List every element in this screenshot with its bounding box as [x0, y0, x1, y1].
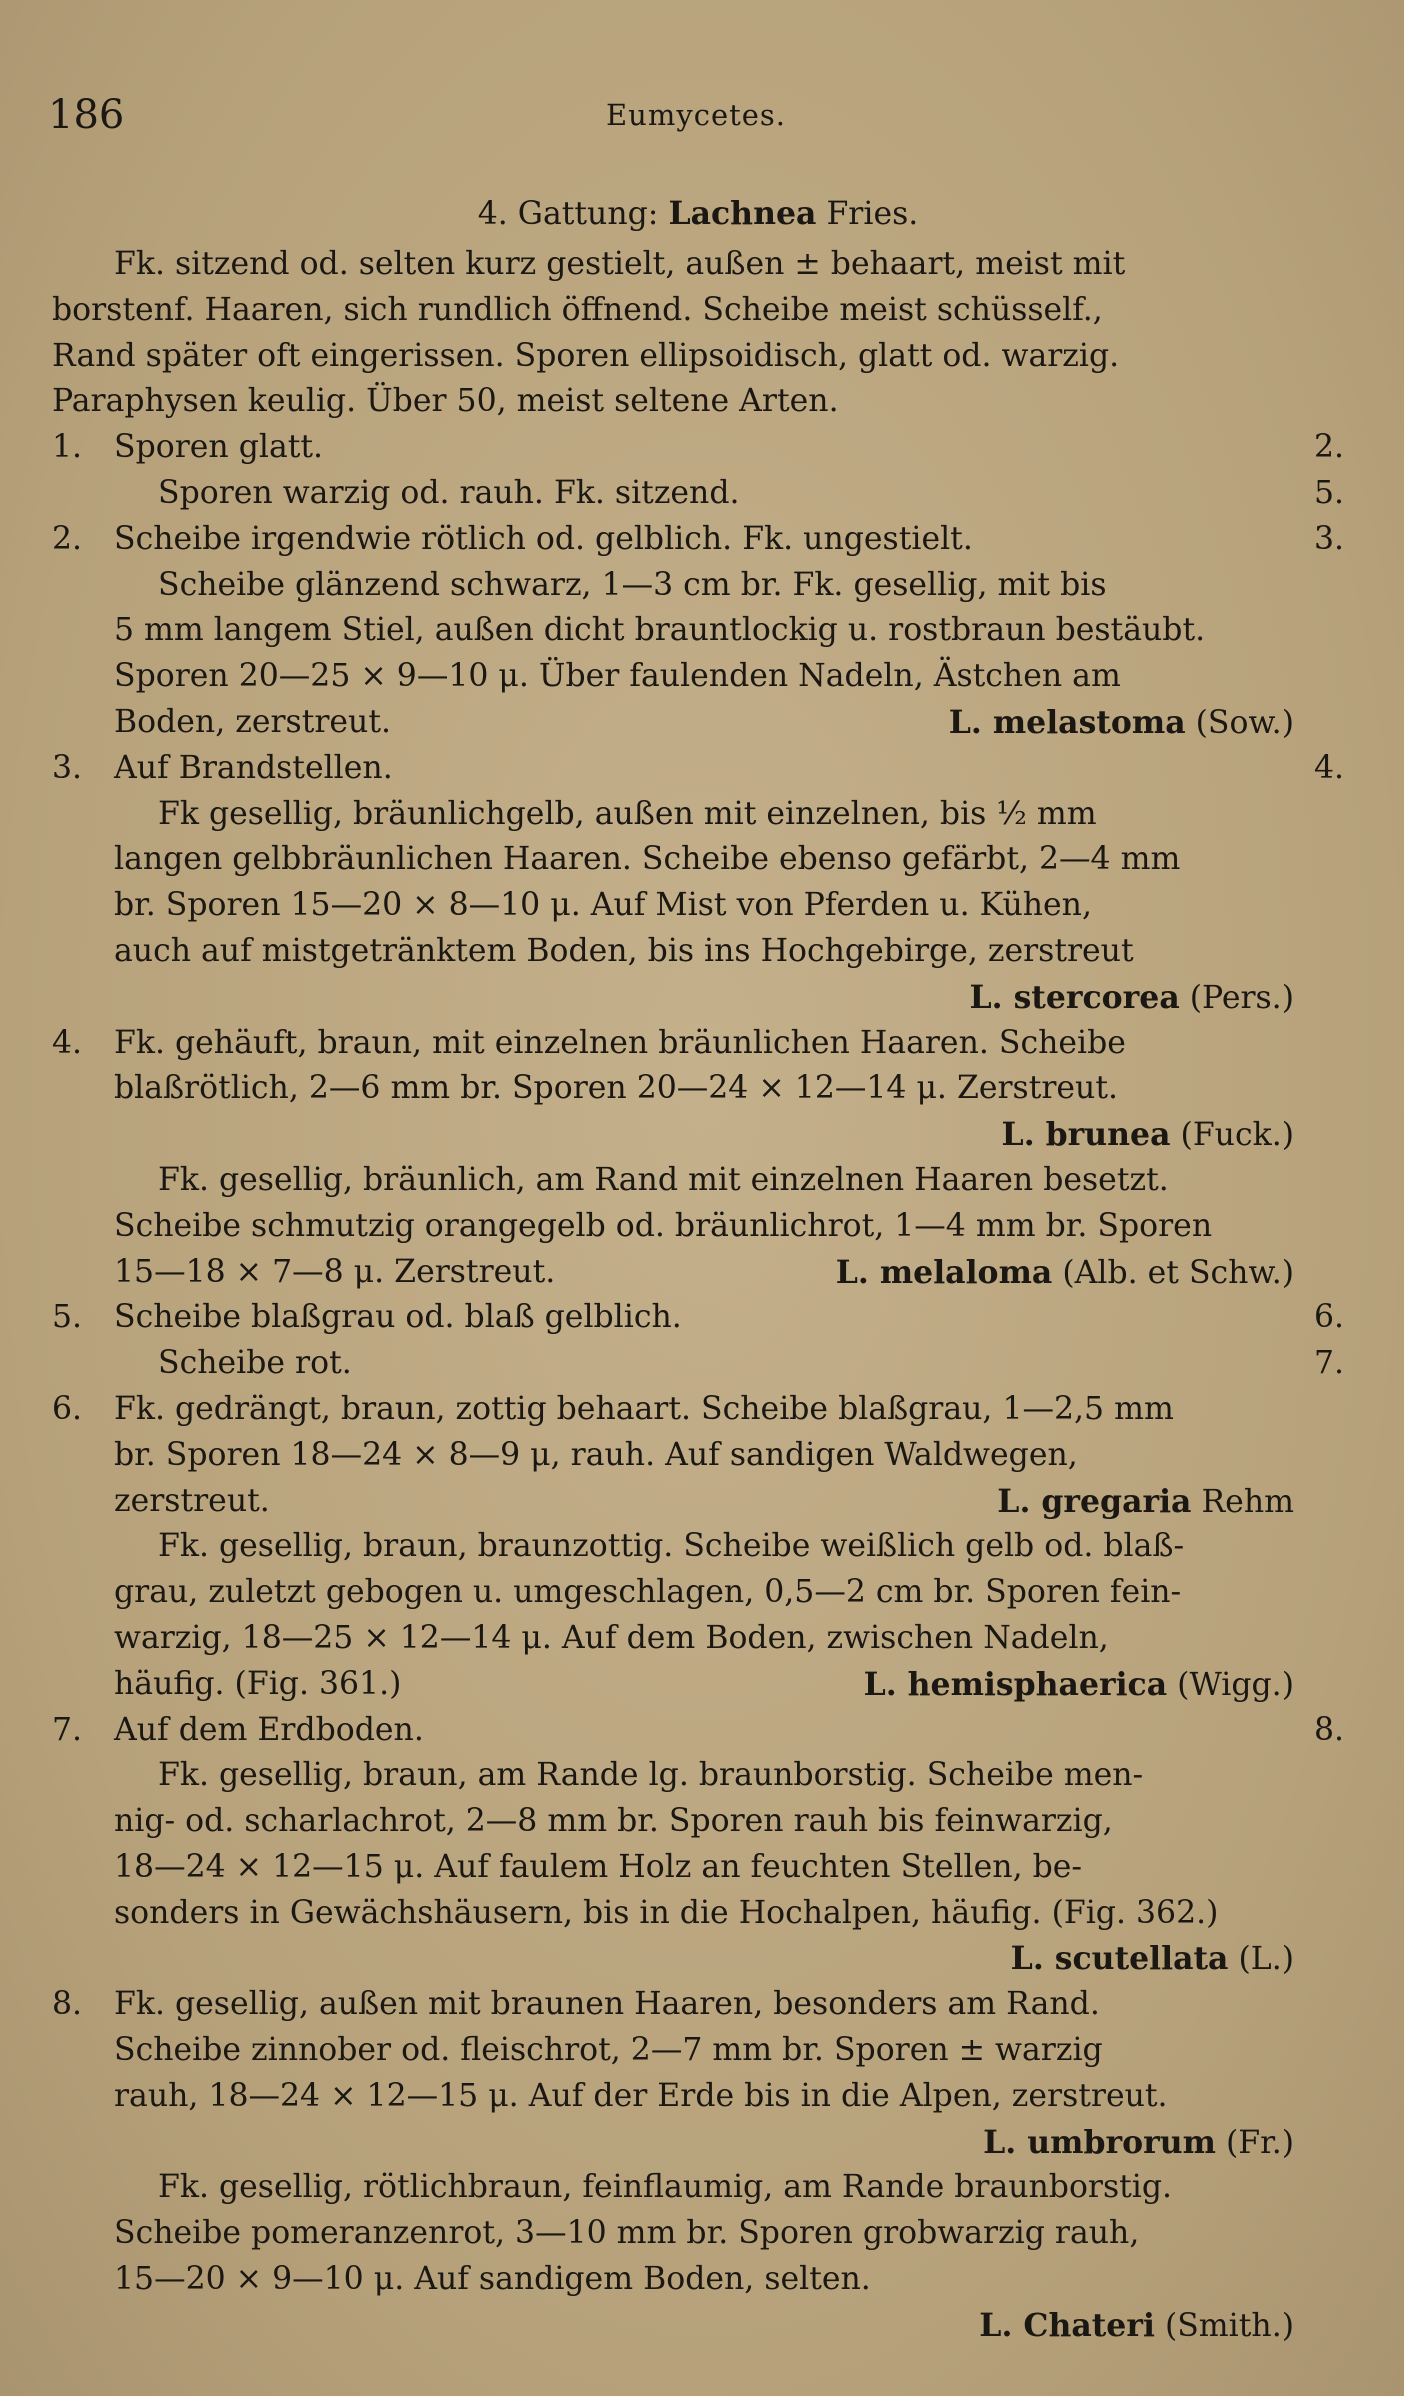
species-text-line: Fk gesellig, bräunlichgelb, außen mit einzelnen, bis ½ mm: [158, 795, 1097, 832]
key-number: 7.: [52, 1711, 83, 1748]
key-reference: 8.: [1313, 1711, 1344, 1748]
species-name-line: [52, 2303, 1344, 2349]
description-line: Fk. sitzend od. selten kurz gestielt, außen ± behaart, meist mit: [114, 246, 1126, 282]
key-reference: 3.: [1313, 520, 1344, 557]
species-text-line: rauh, 18—24 × 12—15 μ. Auf der Erde bis in die Alpen, zerstreut.: [114, 2077, 1168, 2114]
key-text: Scheibe irgendwie rötlich od. gelblich. Fk. ungestielt.: [114, 520, 973, 557]
species-name: L. brunea: [1001, 1116, 1171, 1154]
species-text-line: Scheibe pomeranzenrot, 3—10 mm br. Sporen grobwarzig rauh,: [114, 2215, 1140, 2252]
species-name-umbrorum: [983, 2120, 1294, 2167]
key-number: 3.: [52, 749, 83, 786]
genus-name: Lachnea: [668, 195, 817, 232]
species-name-gregaria: [997, 1479, 1294, 1526]
species-text-line: [52, 1479, 1344, 1525]
species-name-line: [52, 1112, 1344, 1158]
key-text: Auf dem Erdboden.: [114, 1711, 424, 1748]
species-text-line: [52, 1662, 1344, 1708]
key-line: [52, 471, 1344, 517]
species-text-line: 5 mm langem Stiel, außen dicht brauntlockig u. rostbraun bestäubt.: [114, 612, 1206, 649]
key-line: [52, 517, 1344, 563]
species-name: L. melastoma: [948, 703, 1186, 741]
species-text-line: sonders in Gewächshäusern, bis in die Hochalpen, häufig. (Fig. 362.): [114, 1894, 1219, 1931]
key-reference: 5.: [1313, 474, 1344, 511]
species-text-line: [52, 1250, 1344, 1296]
species-name-melaloma: [836, 1250, 1294, 1297]
species-author: (Fr.): [1225, 2124, 1294, 2161]
species-text-line: br. Sporen 18—24 × 8—9 μ, rauh. Auf sandigen Waldwegen,: [114, 1436, 1078, 1473]
species-text-line: auch auf mistgetränktem Boden, bis ins Hochgebirge, zerstreut: [114, 932, 1134, 969]
species-text-line: Sporen 20—25 × 9—10 μ. Über faulenden Nadeln, Ästchen am: [114, 658, 1121, 695]
key-number: 1.: [52, 429, 83, 466]
key-number: 4.: [52, 1024, 83, 1061]
species-author: (Fuck.): [1180, 1117, 1294, 1154]
key-reference: 7.: [1313, 1345, 1344, 1382]
species-name-hemisphaerica: [864, 1662, 1294, 1709]
page-body: [52, 190, 1344, 2349]
species-name-stercorea: [969, 975, 1294, 1022]
key-reference: 6.: [1313, 1299, 1344, 1336]
key-reference: 2.: [1313, 429, 1344, 466]
key-line: [52, 1021, 1344, 1067]
species-author: (Pers.): [1189, 979, 1294, 1016]
key-number: 2.: [52, 520, 83, 557]
species-text-line: 18—24 × 12—15 μ. Auf faulem Holz an feuchten Stellen, be-: [114, 1848, 1083, 1885]
species-text-line: Scheibe glänzend schwarz, 1—3 cm br. Fk. gesellig, mit bis: [158, 566, 1107, 603]
species-text-line: Scheibe zinnober od. fleischrot, 2—7 mm br. Sporen ± warzig: [114, 2032, 1103, 2069]
species-name-scutellata: [1011, 1936, 1294, 1983]
species-text: Boden, zerstreut.: [114, 703, 392, 740]
key-text: Auf Brandstellen.: [114, 749, 393, 786]
page-header: [48, 92, 1344, 142]
key-line: [52, 1982, 1344, 2028]
species-text-line: 15—20 × 9—10 μ. Auf sandigem Boden, selten.: [114, 2261, 871, 2298]
species-name-chateri: [979, 2303, 1294, 2350]
species-text-line: blaßrötlich, 2—6 mm br. Sporen 20—24 × 12—14 μ. Zerstreut.: [114, 1070, 1119, 1107]
species-text-line: [52, 700, 1344, 746]
species-name: L. stercorea: [969, 978, 1180, 1016]
species-text-line: langen gelbbräunlichen Haaren. Scheibe ebenso gefärbt, 2—4 mm: [114, 841, 1181, 878]
key-number: 5.: [52, 1299, 83, 1336]
species-name: L. scutellata: [1010, 1940, 1229, 1978]
species-text: zerstreut.: [114, 1482, 270, 1519]
genus-prefix: 4. Gattung:: [477, 196, 659, 232]
key-line: [52, 1387, 1344, 1433]
species-author: (Wigg.): [1177, 1666, 1294, 1703]
description-line: Paraphysen keulig. Über 50, meist seltene Arten.: [52, 383, 839, 420]
species-name: L. gregaria: [997, 1482, 1192, 1520]
species-text-line: br. Sporen 15—20 × 8—10 μ. Auf Mist von Pferden u. Kühen,: [114, 887, 1092, 924]
key-reference: 4.: [1313, 749, 1344, 786]
key-text: Scheibe rot.: [158, 1345, 352, 1382]
genus-heading: [52, 190, 1344, 238]
species-name: L. Chateri: [979, 2306, 1155, 2344]
key-number: 6.: [52, 1390, 83, 1427]
species-author: (L.): [1238, 1941, 1294, 1978]
species-author: (Alb. et Schw.): [1062, 1254, 1294, 1291]
species-name-line: [52, 975, 1344, 1021]
species-text: häufig. (Fig. 361.): [114, 1665, 402, 1702]
key-number: 8.: [52, 1986, 83, 2023]
species-text-line: grau, zuletzt gebogen u. umgeschlagen, 0,5—2 cm br. Sporen fein-: [114, 1574, 1182, 1611]
key-line: [52, 746, 1344, 792]
page-number: 186: [48, 92, 125, 138]
species-text-line: Fk. gesellig, braun, braunzottig. Scheibe weißlich gelb od. blaß-: [158, 1528, 1185, 1565]
species-text-line: Fk. gesellig, braun, am Rande lg. braunborstig. Scheibe men-: [158, 1757, 1144, 1794]
species-text-line: Fk. gesellig, rötlichbraun, feinflaumig, am Rande braunborstig.: [158, 2169, 1173, 2206]
species-text-line: Fk. gesellig, bräunlich, am Rand mit einzelnen Haaren besetzt.: [158, 1161, 1169, 1198]
species-name: L. hemisphaerica: [863, 1665, 1168, 1703]
species-text-line: nig- od. scharlachrot, 2—8 mm br. Sporen rauh bis feinwarzig,: [114, 1803, 1113, 1840]
species-text: 15—18 × 7—8 μ. Zerstreut.: [114, 1253, 556, 1290]
genus-author: Fries.: [826, 196, 919, 232]
key-text: Fk. gedrängt, braun, zottig behaart. Scheibe blaßgrau, 1—2,5 mm: [114, 1390, 1174, 1427]
description-line: Rand später oft eingerissen. Sporen ellipsoidisch, glatt od. warzig.: [52, 337, 1120, 374]
key-text: Sporen warzig od. rauh. Fk. sitzend.: [158, 474, 740, 511]
running-head: Eumycetes.: [605, 98, 787, 132]
key-line: [52, 1708, 1344, 1754]
species-text-line: Scheibe schmutzig orangegelb od. bräunlichrot, 1—4 mm br. Sporen: [114, 1207, 1213, 1244]
species-name-melastoma: [949, 700, 1294, 747]
species-name-line: [52, 2120, 1344, 2166]
species-author: (Smith.): [1164, 2307, 1294, 2344]
key-line: [52, 425, 1344, 471]
key-line: [52, 1295, 1344, 1341]
key-text: Sporen glatt.: [114, 429, 324, 466]
description-line: borstenf. Haaren, sich rundlich öffnend. Scheibe meist schüsself.,: [52, 291, 1103, 328]
species-author: Rehm: [1201, 1483, 1294, 1520]
species-author: (Sow.): [1195, 704, 1294, 741]
species-name: L. umbrorum: [983, 2123, 1216, 2161]
species-text-line: warzig, 18—25 × 12—14 μ. Auf dem Boden, zwischen Nadeln,: [114, 1619, 1109, 1656]
key-line: [52, 1341, 1344, 1387]
key-text: Fk. gehäuft, braun, mit einzelnen bräunlichen Haaren. Scheibe: [114, 1024, 1126, 1061]
key-text: Scheibe blaßgrau od. blaß gelblich.: [114, 1299, 682, 1336]
species-name-line: [52, 1936, 1344, 1982]
species-name: L. melaloma: [835, 1253, 1053, 1291]
key-text: Fk. gesellig, außen mit braunen Haaren, besonders am Rand.: [114, 1986, 1100, 2023]
species-name-brunea: [1002, 1112, 1294, 1159]
